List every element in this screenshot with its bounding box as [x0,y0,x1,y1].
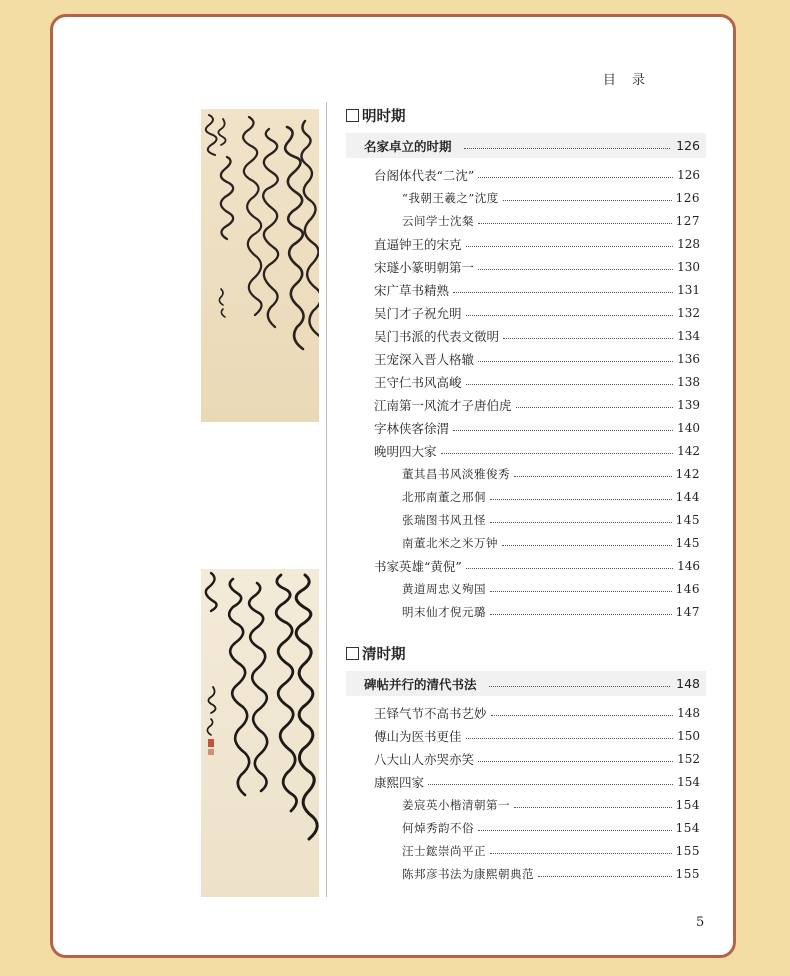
toc-entry[interactable] [346,747,706,770]
entry-title: 宋广草书精熟 [374,282,450,298]
entry-title: 字林侠客徐渭 [374,420,450,436]
entry-page-number: 146 [675,581,700,596]
entry-title: 王宠深入晋人格辙 [374,351,475,367]
chapter-entry[interactable] [346,133,706,158]
entry-title: 晚明四大家 [374,443,437,459]
toc-section [346,641,706,885]
toc-entry[interactable] [346,770,706,793]
entry-page-number: 148 [677,705,700,720]
toc-entry[interactable] [346,393,706,416]
entry-title: 宋璲小篆明朝第一 [374,259,475,275]
entry-title: 八大山人亦哭亦笑 [374,751,475,767]
dot-leader [466,738,674,739]
entry-page-number: 126 [677,167,700,182]
entry-title: 书家英雄“黄倪” [374,558,462,574]
toc-subentry[interactable] [346,793,706,816]
dot-leader [514,807,672,808]
entry-page-number: 154 [675,797,700,812]
toc-subentry[interactable] [346,839,706,862]
entry-page-number: 144 [675,489,700,504]
entry-title: 台阁体代表“二沈” [374,167,475,183]
dot-leader [464,148,671,149]
toc-entry[interactable] [346,324,706,347]
dot-leader [516,407,674,408]
calligraphy-image-bottom [201,569,319,897]
entry-page-number: 134 [677,328,700,343]
dot-leader [478,830,672,831]
dot-leader [453,292,673,293]
entry-page-number: 147 [675,604,700,619]
toc-entry[interactable] [346,554,706,577]
entry-page-number: 131 [677,282,700,297]
entry-title: 南董北米之米万钟 [402,535,498,550]
toc-entry[interactable] [346,416,706,439]
dot-leader [491,715,674,716]
entry-page-number: 155 [675,866,700,881]
chapter-title: 名家卓立的时期 [364,138,452,154]
entry-page-number: 136 [677,351,700,366]
dot-leader [490,499,672,500]
dot-leader [453,430,673,431]
entry-title: 张瑞图书风丑怪 [402,512,486,527]
entry-page-number: 139 [677,397,700,412]
toc-entry[interactable] [346,347,706,370]
toc-subentry[interactable] [346,485,706,508]
toc-entry[interactable] [346,370,706,393]
dot-leader [478,177,673,178]
entry-title: 吴门书派的代表文徵明 [374,328,500,344]
entry-page-number: 126 [675,190,700,205]
toc-subentry[interactable] [346,531,706,554]
section-heading [346,641,706,665]
toc-subentry[interactable] [346,462,706,485]
toc-subentry[interactable] [346,186,706,209]
entry-page-number: 128 [677,236,700,251]
entry-page-number: 138 [677,374,700,389]
entry-title: 何焯秀韵不俗 [402,820,474,835]
dot-leader [466,246,674,247]
toc-entry[interactable] [346,701,706,724]
dot-leader [466,568,673,569]
entry-title: 明末仙才倪元璐 [402,604,486,619]
entry-page-number: 130 [677,259,700,274]
entry-page-number: 142 [677,443,700,458]
dot-leader [478,361,673,362]
chapter-title: 碑帖并行的清代书法 [364,676,477,692]
dot-leader [466,384,674,385]
dot-leader [478,269,673,270]
dot-leader [489,686,671,687]
entry-page-number: 146 [677,558,700,573]
entry-title: 北邢南董之邢侗 [402,489,486,504]
entry-page-number: 154 [677,774,700,789]
chapter-page-number: 126 [676,138,700,153]
entry-title: 陈邦彦书法为康熙朝典范 [402,866,534,881]
section-heading-text: 清时期 [362,646,406,663]
toc-subentry[interactable] [346,209,706,232]
page-number: 5 [696,915,705,930]
toc-subentry[interactable] [346,600,706,623]
toc-subentry[interactable] [346,508,706,531]
dot-leader [503,200,672,201]
chapter-entry[interactable] [346,671,706,696]
toc-subentry[interactable] [346,577,706,600]
entry-page-number: 142 [675,466,700,481]
toc-entry[interactable] [346,278,706,301]
entry-title: 康熙四家 [374,774,425,790]
entry-page-number: 140 [677,420,700,435]
page-header-title: 目 录 [602,73,651,88]
dot-leader [490,522,672,523]
calligraphy-image-top [201,109,319,422]
entry-title: 黄道周忠义殉国 [402,581,486,596]
entry-title: “我朝王羲之”沈度 [402,190,499,205]
entry-page-number: 132 [677,305,700,320]
entry-title: 董其昌书风淡雅俊秀 [402,466,510,481]
book-page [50,14,736,958]
toc-entry[interactable] [346,439,706,462]
dot-leader [466,315,674,316]
toc-entry[interactable] [346,232,706,255]
entry-page-number: 155 [675,843,700,858]
column-divider [326,102,327,897]
checkbox-square-icon [346,647,359,660]
checkbox-square-icon [346,109,359,122]
dot-leader [490,591,672,592]
dot-leader [441,453,674,454]
toc-subentry[interactable] [346,816,706,839]
entry-page-number: 145 [675,512,700,527]
table-of-contents [346,103,706,885]
entry-title: 王守仁书风高峻 [374,374,462,390]
entry-page-number: 145 [675,535,700,550]
entry-title: 汪士鋐崇尚平正 [402,843,486,858]
entry-title: 吴门才子祝允明 [374,305,462,321]
dot-leader [490,853,672,854]
toc-section [346,103,706,623]
dot-leader [478,761,673,762]
entry-title: 江南第一风流才子唐伯虎 [374,397,512,413]
entry-page-number: 152 [677,751,700,766]
dot-leader [538,876,672,877]
toc-entry[interactable] [346,255,706,278]
toc-entry[interactable] [346,163,706,186]
entry-title: 直逼钟王的宋克 [374,236,462,252]
dot-leader [503,338,673,339]
toc-subentry[interactable] [346,862,706,885]
dot-leader [514,476,672,477]
section-heading [346,103,706,127]
entry-page-number: 154 [675,820,700,835]
dot-leader [502,545,672,546]
entry-title: 云间学士沈粲 [402,213,474,228]
entry-title: 姜宸英小楷清朝第一 [402,797,510,812]
entry-title: 傅山为医书更佳 [374,728,462,744]
entry-page-number: 150 [677,728,700,743]
dot-leader [490,614,672,615]
entry-title: 王铎气节不高书艺妙 [374,705,487,721]
section-heading-text: 明时期 [362,108,406,125]
dot-leader [428,784,673,785]
entry-page-number: 127 [675,213,700,228]
toc-entry[interactable] [346,724,706,747]
dot-leader [478,223,672,224]
toc-entry[interactable] [346,301,706,324]
chapter-page-number: 148 [676,676,700,691]
